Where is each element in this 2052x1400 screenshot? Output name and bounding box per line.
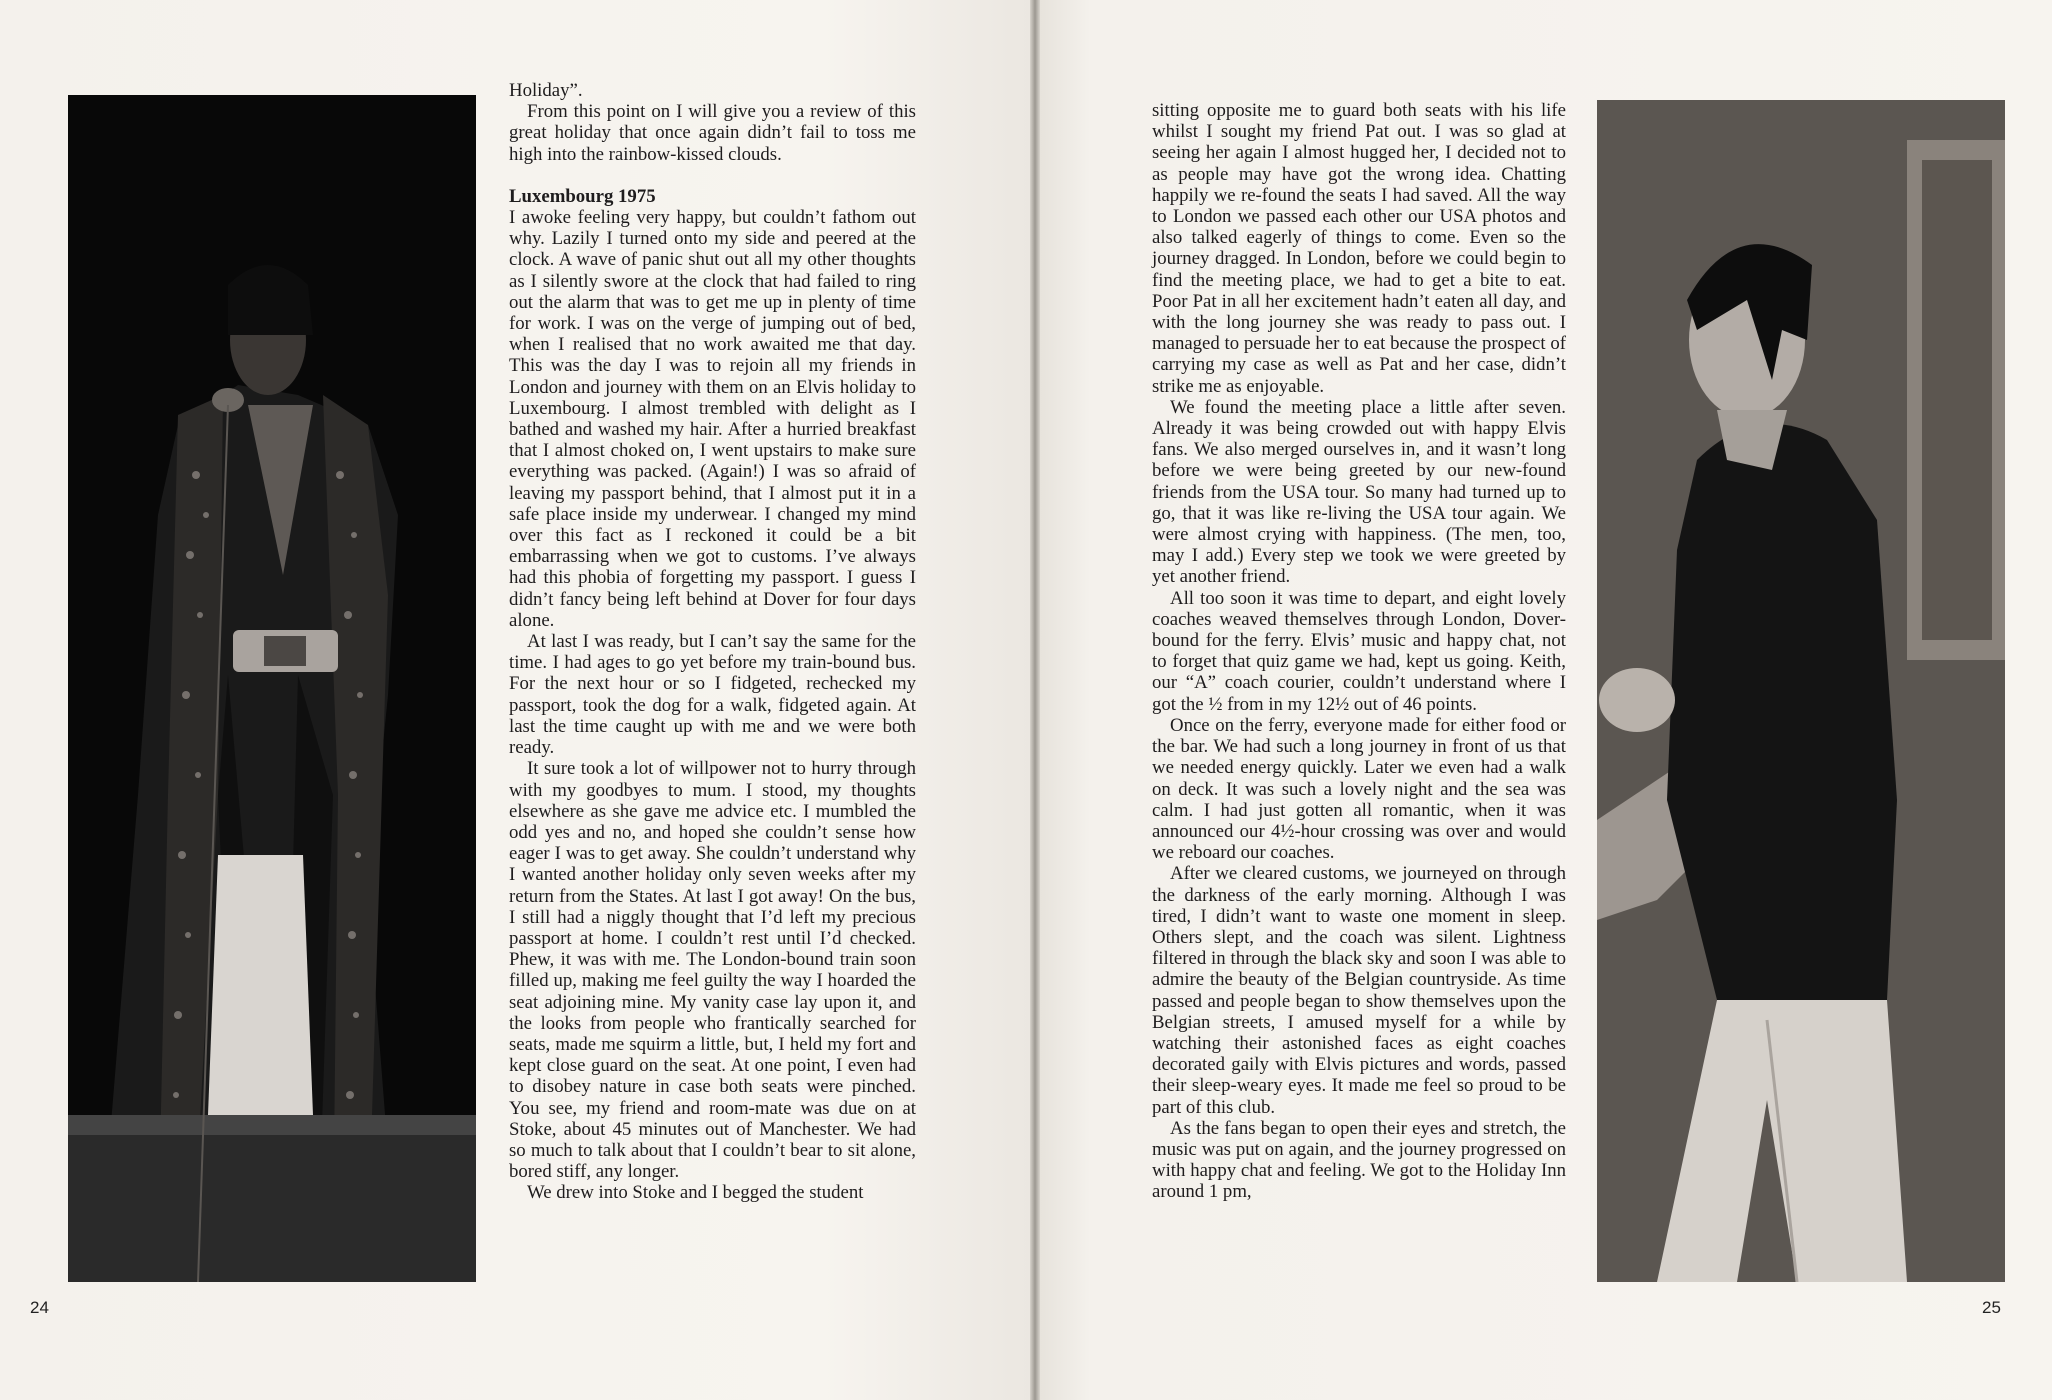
paragraph: All too soon it was time to depart, and eight lovely coaches weaved themselves through London, Dover-bound for the ferry. Elvis’ music and happy chat, not to forget that quiz game we had, kept us going. Keith, our “A” coach courier, couldn’t understand where I got the ½ from in my 12½ out of 46 points. <box>1152 587 1566 715</box>
man-photo-image <box>1597 100 2005 1282</box>
photo-performer-on-stage <box>68 95 476 1282</box>
paragraph: As the fans began to open their eyes and stretch, the music was put on again, and the journey progressed on with happy chat and feeling. We got to the Holiday Inn around 1 pm, <box>1152 1117 1566 1203</box>
photo-man-in-dark-shirt <box>1597 100 2005 1282</box>
page-number: 25 <box>1982 1298 2001 1317</box>
book-gutter <box>1030 0 1040 1400</box>
performer-photo-image <box>68 95 476 1282</box>
paragraph: I awoke feeling very happy, but couldn’t fathom out why. Lazily I turned onto my side and peered at the clock. A wave of panic shut out all my other thoughts as I silently swore at the clock that had failed to ring out the alarm that was to get me up in plenty of time for work. I was on the verge of jumping out of bed, when I realised that no work awaited me that day. This was the day I was to rejoin all my friends in London and journey with them on an Elvis holiday to Luxembourg. I almost trembled with delight as I bathed and washed my hair. After a hurried breakfast that I almost choked on, I went upstairs to make sure everything was packed. (Again!) I was so afraid of leaving my passport behind, that I almost put it in a safe place inside my underwear. I changed my mind over this fact as I reckoned it could be a bit embarrassing when we got to customs. I’ve always had this phobia of forgetting my passport. I guess I didn’t fancy being left behind at Dover for four days alone. <box>509 207 916 631</box>
paragraph: After we cleared customs, we journeyed on through the darkness of the early morning. Although I was tired, I didn’t want to waste one moment in sleep. Others slept, and the coach was silent. Lightness filtered in through the black sky and soon I was able to admire the beauty of the Belgian countryside. As time passed and people began to show themselves upon the Belgian streets, I amused myself for a while by watching their astonished faces as eight coaches decorated gaily with Elvis pictures and words, passed their sleep-weary eyes. It made me feel so proud to be part of this club. <box>1152 863 1566 1118</box>
paragraph: Once on the ferry, everyone made for either food or the bar. We had such a long journey in front of us that we needed energy quickly. Later we even had a walk on deck. It was such a lovely night and the sea was calm. I had just gotten all romantic, when it was announced our 4½-hour crossing was over and would we reboard our coaches. <box>1152 714 1566 864</box>
paragraph: From this point on I will give you a review of this great holiday that once again didn’t fail to toss me high into the rainbow-kissed clouds. <box>509 101 916 165</box>
paragraph: sitting opposite me to guard both seats with his life whilst I sought my friend Pat out. I was so glad at seeing her again I almost hugged her, I decided not to as people may have got the wrong idea. Chatting happily we re-found the seats I had saved. All the way to London we passed each other our USA photos and also talked eagerly of things to come. Even so the journey dragged. In London, before we could begin to find the meeting place, we had to get a bite to eat. Poor Pat in all her excitement hadn’t eaten all day, and with the long journey she was ready to pass out. I managed to persuade her to eat because the prospect of carrying my case as well as Pat and her case, didn’t strike me as enjoyable. <box>1152 100 1566 397</box>
page-number: 24 <box>30 1298 49 1317</box>
paragraph: It sure took a lot of willpower not to hurry through with my goodbyes to mum. I stood, my thoughts elsewhere as she gave me advice etc. I mumbled the odd yes and no, and hoped she couldn’t sense how eager I was to get away. She couldn’t understand why I wanted another holiday only seven weeks after my return from the States. At last I got away! On the bus, I still had a niggly thought that I’d left my precious passport at home. I couldn’t rest until I’d checked. Phew, it was with me. The London-bound train soon filled up, making me feel guilty the way I hoarded the seat adjoining mine. My vanity case lay upon it, and the looks from people who frantically searched for seats, made me squirm a little, but, I held my fort and kept close guard on the seat. At one point, I even had to disobey nature in case both seats were pinched. You see, my friend and room-mate was due on at Stoke, about 45 minutes out of Manchester. We had so much to talk about that I couldn’t bear to sit alone, bored stiff, any longer. <box>509 758 916 1183</box>
paragraph: At last I was ready, but I can’t say the same for the time. I had ages to go yet before my train-bound bus. For the next hour or so I fidgeted, rechecked my passport, took the dog for a walk, fidgeted again. At last the time caught up with me and we were both ready. <box>509 631 916 759</box>
paragraph: We drew into Stoke and I begged the student <box>527 1182 864 1204</box>
paragraph: Holiday”. <box>509 80 583 101</box>
paragraph: We found the meeting place a little after seven. Already it was being crowded out with happy Elvis fans. We also merged ourselves in, and it wasn’t long before we were being greeted by our new-found friends from the USA tour. So many had turned up to go, that it was like re-living the USA tour again. We were almost crying with happiness. (The men, too, may I add.) Every step we took we were greeted by yet another friend. <box>1152 396 1566 588</box>
section-heading: Luxembourg 1975 <box>509 185 656 207</box>
left-text-column <box>509 80 916 1204</box>
right-text-column <box>1152 100 1566 1203</box>
